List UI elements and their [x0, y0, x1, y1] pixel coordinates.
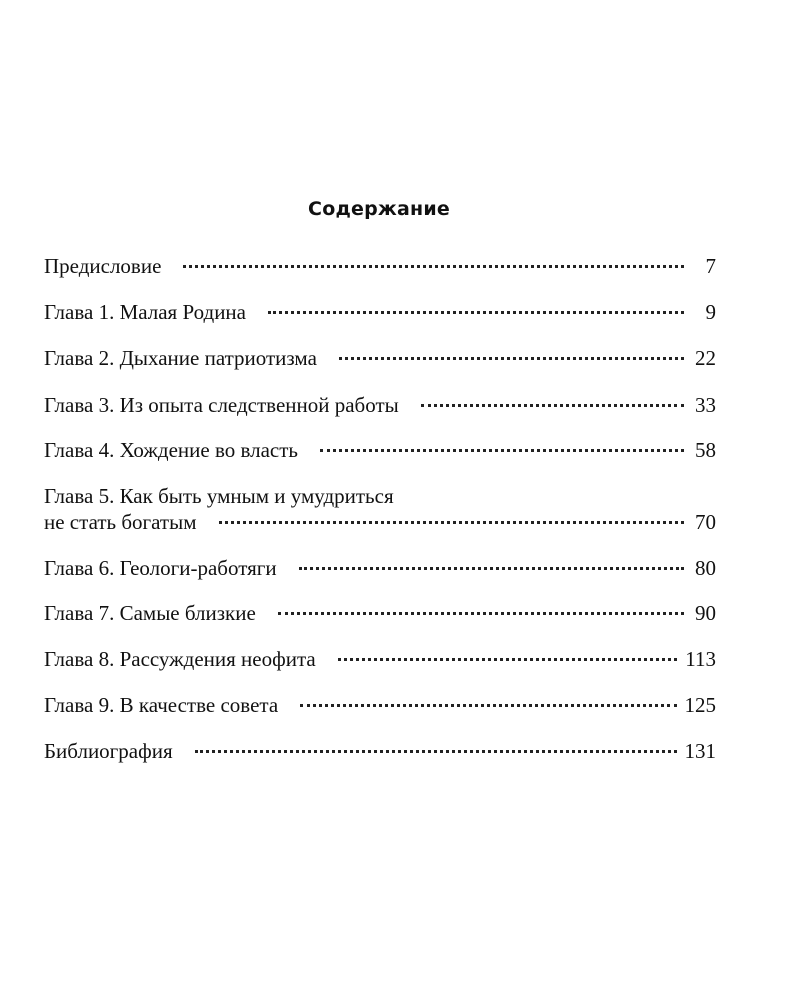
- toc-entry-title: Предисловие: [44, 254, 162, 278]
- toc-dot-leader: [195, 750, 677, 753]
- toc-page-number: 7: [705, 254, 716, 278]
- toc-entry-chapter-5: [44, 483, 716, 535]
- toc-title: Содержание: [308, 198, 450, 220]
- toc-dot-leader: [278, 612, 684, 615]
- toc-entry-chapter-1: [44, 299, 716, 325]
- toc-page-number: 33: [695, 393, 716, 417]
- toc-entry-title-line1: Глава 5. Как быть умным и умудриться: [44, 484, 394, 508]
- toc-page-number: 80: [695, 556, 716, 580]
- toc-page-number: 58: [695, 438, 716, 462]
- toc-dot-leader: [320, 449, 684, 452]
- toc-entry-chapter-4: [44, 437, 716, 463]
- toc-entry-title: Глава 6. Геологи-работяги: [44, 556, 277, 580]
- toc-dot-leader: [219, 521, 685, 524]
- toc-page-number: 131: [684, 739, 716, 763]
- toc-entry-chapter-8: [44, 646, 716, 672]
- toc-page-number: 90: [695, 601, 716, 625]
- toc-entry-title: Глава 8. Рассуждения неофита: [44, 647, 316, 671]
- toc-entry-title: Библиография: [44, 739, 173, 763]
- toc-entry-chapter-2: [44, 345, 716, 371]
- toc-dot-leader: [183, 265, 684, 268]
- toc-dot-leader: [299, 567, 684, 570]
- toc-entry-title: не стать богатым: [44, 510, 197, 534]
- toc-entry-title: Глава 9. В качестве совета: [44, 693, 279, 717]
- toc-page-number: 113: [685, 647, 716, 671]
- toc-entry-chapter-7: [44, 600, 716, 626]
- toc-entry-chapter-6: [44, 555, 716, 581]
- toc-entry-title: Глава 2. Дыхание патриотизма: [44, 346, 317, 370]
- toc-dot-leader: [268, 311, 684, 314]
- toc-entry-title: Глава 7. Самые близкие: [44, 601, 256, 625]
- toc-page-number: 9: [705, 300, 716, 324]
- toc-entry-chapter-9: [44, 692, 716, 718]
- toc-dot-leader: [421, 404, 684, 407]
- toc-entry-preface: [44, 253, 716, 279]
- toc-dot-leader: [339, 357, 684, 360]
- toc-page-number: 70: [695, 510, 716, 534]
- toc-entry-chapter-3: [44, 392, 716, 418]
- toc-entry-title: Глава 3. Из опыта следственной работы: [44, 393, 399, 417]
- toc-page-number: 22: [695, 346, 716, 370]
- toc-entry-title: Глава 1. Малая Родина: [44, 300, 246, 324]
- toc-entry-bibliography: [44, 738, 716, 764]
- toc-page-number: 125: [684, 693, 716, 717]
- toc-entry-title: Глава 4. Хождение во власть: [44, 438, 298, 462]
- toc-dot-leader: [338, 658, 678, 661]
- toc-dot-leader: [300, 704, 676, 707]
